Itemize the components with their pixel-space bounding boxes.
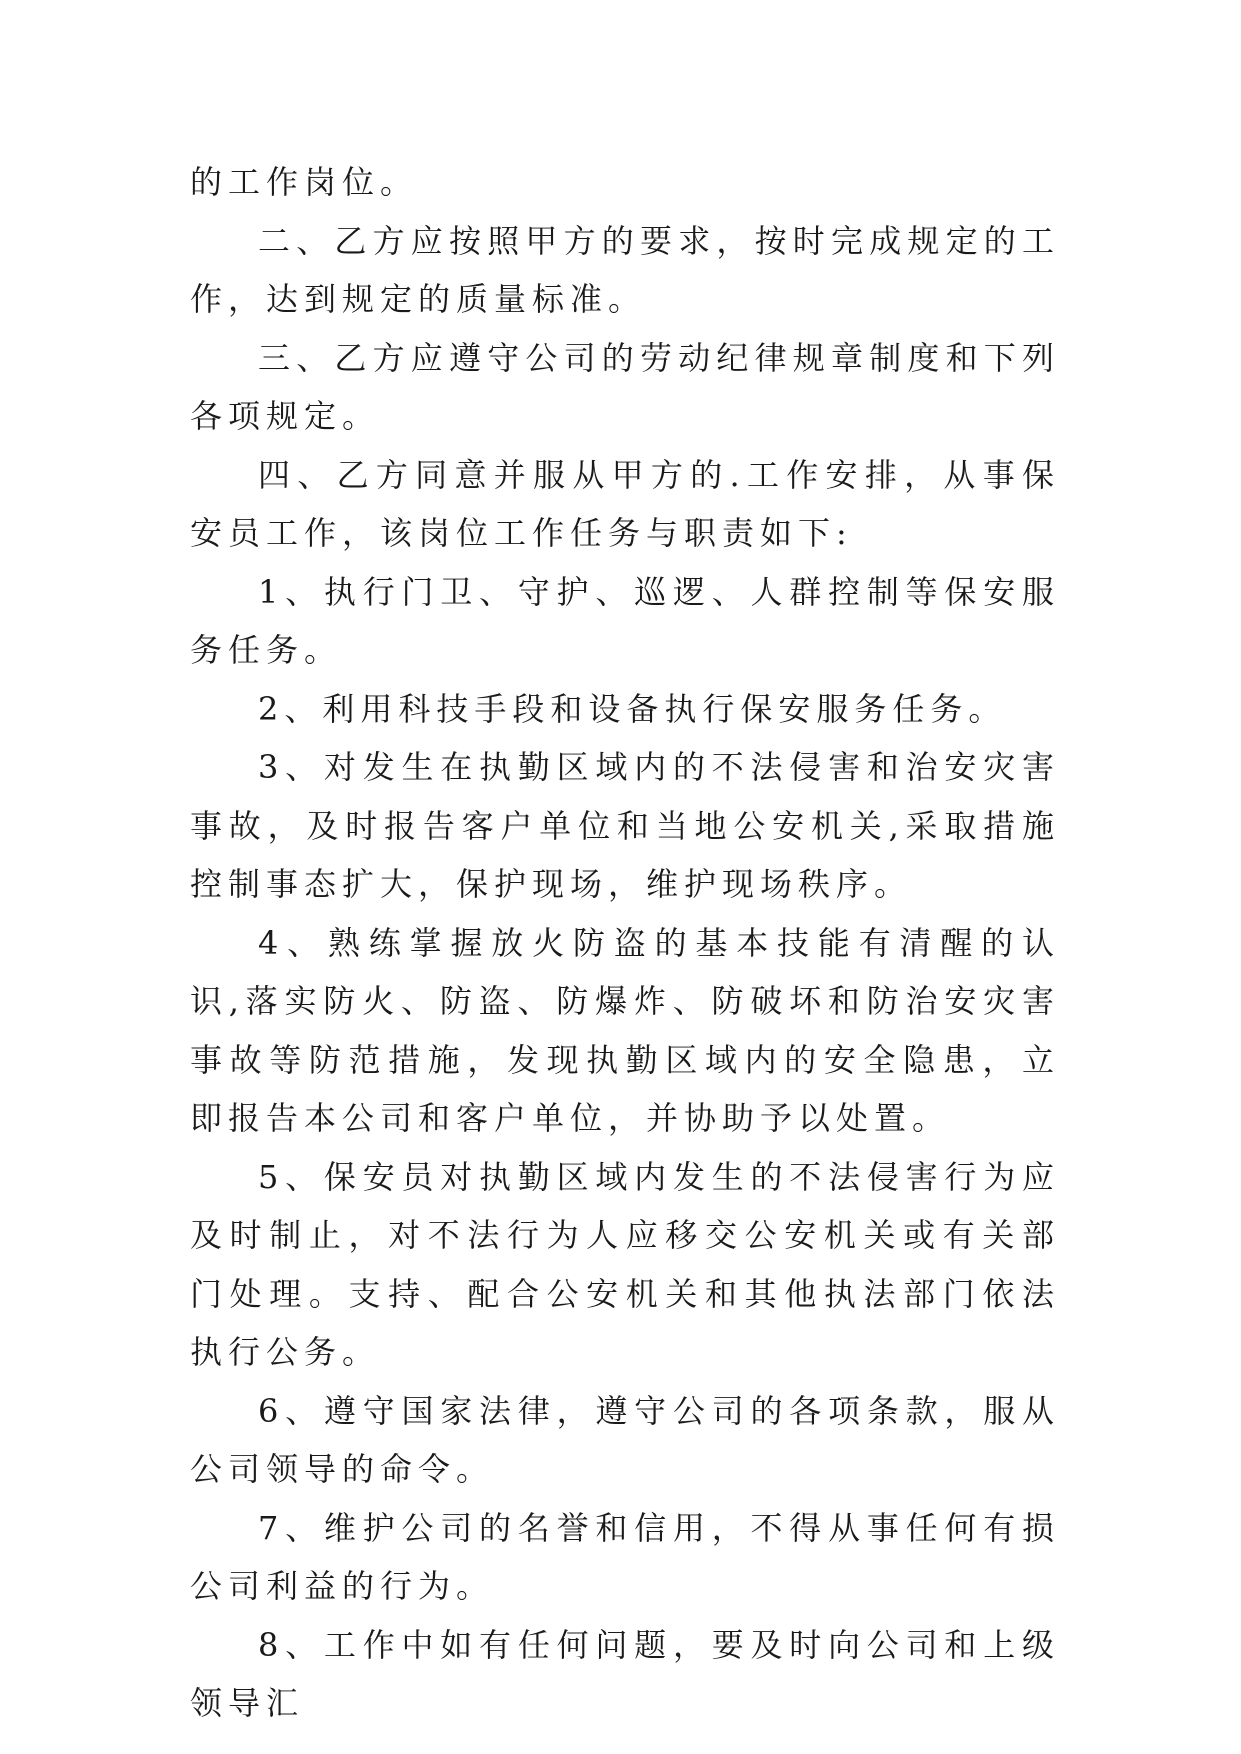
paragraph-clause-4: 四、乙方同意并服从甲方的.工作安排，从事保安员工作，该岗位工作任务与职责如下:: [190, 455, 1060, 552]
paragraph-duty-3: 3、对发生在执勤区域内的不法侵害和治安灾害事故，及时报告客户单位和当地公安机关,采取措施控制事态扩大，保护现场，维护现场秩序。: [190, 748, 1060, 903]
paragraph-duty-5: 5、保安员对执勤区域内发生的不法侵害行为应及时制止，对不法行为人应移交公安机关或有关部门处理。支持、配合公安机关和其他执法部门依法执行公务。: [190, 1157, 1060, 1371]
paragraph-duty-1: 1、执行门卫、守护、巡逻、人群控制等保安服务任务。: [190, 572, 1060, 669]
paragraph-duty-4: 4、熟练掌握放火防盗的基本技能有清醒的认识,落实防火、防盗、防爆炸、防破坏和防治安灾害事故等防范措施，发现执勤区域内的安全隐患，立即报告本公司和客户单位，并协助予以处置。: [190, 923, 1060, 1137]
paragraph-duty-7: 7、维护公司的名誉和信用，不得从事任何有损公司利益的行为。: [190, 1508, 1060, 1605]
paragraph-continuation: 的工作岗位。: [190, 163, 419, 201]
paragraph-duty-6: 6、遵守国家法律，遵守公司的各项条款，服从公司领导的命令。: [190, 1391, 1060, 1488]
paragraph-duty-8: 8、工作中如有任何问题，要及时向公司和上级领导汇: [190, 1625, 1060, 1722]
paragraph-clause-2: 二、乙方应按照甲方的要求，按时完成规定的工作，达到规定的质量标准。: [190, 221, 1060, 318]
document-body: [190, 153, 1060, 1733]
paragraph-clause-3: 三、乙方应遵守公司的劳动纪律规章制度和下列各项规定。: [190, 338, 1060, 435]
paragraph-duty-2: 2、利用科技手段和设备执行保安服务任务。: [258, 689, 1007, 728]
